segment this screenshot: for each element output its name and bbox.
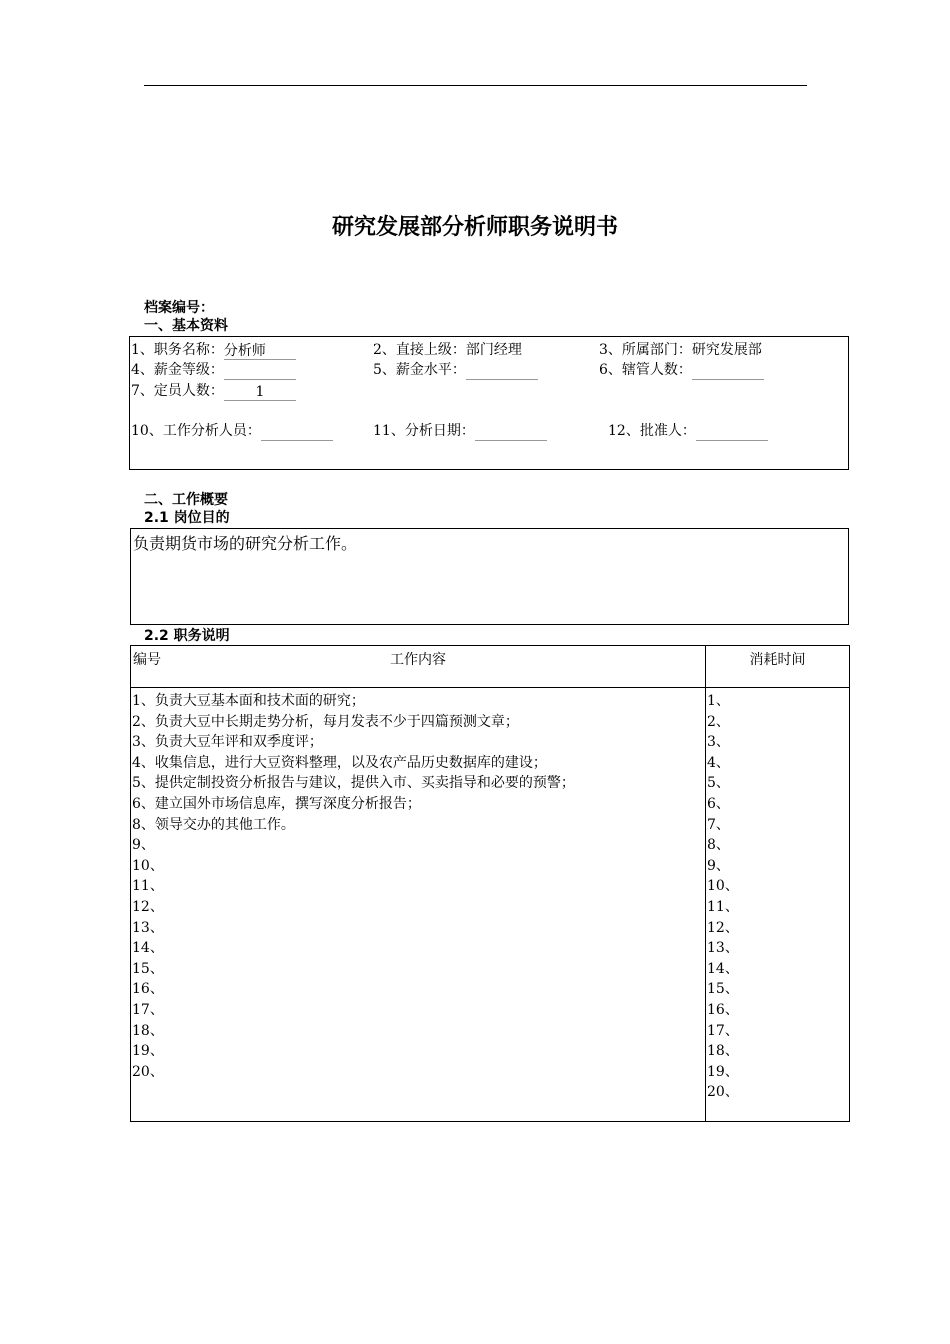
duty-item: 19、 — [132, 1043, 164, 1060]
analyst-field — [131, 421, 333, 441]
time-item: 1、 — [707, 693, 730, 709]
header-rule — [144, 85, 807, 86]
department-label: 3、所属部门： — [599, 342, 692, 358]
column-header-number: 编号 — [133, 652, 161, 668]
time-item: 6、 — [707, 795, 730, 812]
time-item: 14、 — [707, 960, 739, 977]
time-item: 13、 — [707, 940, 739, 957]
supervisor-label: 2、直接上级： — [373, 342, 466, 358]
time-item: 19、 — [707, 1063, 739, 1080]
duty-item: 14、 — [132, 940, 164, 957]
duty-item: 3、负责大豆年评和双季度评； — [132, 734, 323, 751]
supervisor-value: 部门经理 — [465, 342, 522, 358]
duty-item: 2、负责大豆中长期走势分析，每月发表不少于四篇预测文章； — [132, 713, 519, 730]
time-item: 20、 — [707, 1084, 739, 1101]
time-item: 9、 — [707, 857, 730, 874]
salary-level-field — [373, 360, 538, 380]
salary-grade-input[interactable] — [224, 361, 296, 380]
job-title-field — [131, 340, 296, 360]
department-field — [599, 340, 762, 360]
job-title-value[interactable]: 分析师 — [224, 341, 296, 360]
salary-level-input[interactable] — [466, 361, 538, 380]
salary-grade-label: 4、薪金等级： — [131, 362, 224, 378]
headcount-field — [131, 381, 296, 401]
duty-item: 10、 — [132, 857, 164, 874]
job-title-label: 1、职务名称： — [131, 342, 224, 358]
header-divider — [131, 687, 849, 688]
approver-input[interactable] — [696, 422, 768, 441]
content-list — [132, 691, 575, 1082]
duty-item: 20、 — [132, 1063, 164, 1080]
time-item: 15、 — [707, 981, 739, 998]
time-item: 10、 — [707, 878, 739, 895]
subordinates-field — [599, 360, 764, 380]
salary-grade-field — [131, 360, 296, 380]
analysis-date-input[interactable] — [475, 422, 547, 441]
archive-number-label: 档案编号： — [144, 300, 214, 316]
duties-heading: 2.2 职务说明 — [144, 628, 230, 644]
purpose-box — [130, 528, 849, 625]
duties-table — [130, 645, 850, 1122]
time-item: 18、 — [707, 1043, 739, 1060]
duty-item: 6、建立国外市场信息库，撰写深度分析报告； — [132, 795, 421, 812]
duty-item: 13、 — [132, 919, 164, 936]
approver-field — [608, 421, 768, 441]
approver-label: 12、批准人： — [608, 423, 696, 439]
duty-item: 1、负责大豆基本面和技术面的研究； — [132, 693, 365, 709]
time-item: 17、 — [707, 1022, 739, 1039]
time-item: 7、 — [707, 816, 730, 833]
duty-item: 12、 — [132, 898, 164, 915]
duty-item: 11、 — [132, 878, 164, 895]
subordinates-label: 6、辖管人数： — [599, 362, 692, 378]
time-item: 2、 — [707, 713, 730, 730]
time-item: 5、 — [707, 775, 730, 792]
headcount-value[interactable]: 1 — [224, 382, 296, 401]
duty-item: 16、 — [132, 981, 164, 998]
purpose-heading: 2.1 岗位目的 — [144, 510, 230, 526]
duty-item: 9、 — [132, 837, 155, 854]
analysis-date-field — [373, 421, 547, 441]
duty-item: 15、 — [132, 960, 164, 977]
duty-item: 8、领导交办的其他工作。 — [132, 816, 295, 833]
purpose-text: 负责期货市场的研究分析工作。 — [133, 534, 358, 553]
duty-item: 17、 — [132, 1001, 164, 1018]
analyst-label: 10、工作分析人员： — [131, 423, 261, 439]
duty-item: 18、 — [132, 1022, 164, 1039]
salary-level-label: 5、薪金水平： — [373, 362, 466, 378]
duty-item: 4、收集信息，进行大豆资料整理，以及农产品历史数据库的建设； — [132, 754, 547, 771]
headcount-label: 7、定员人数： — [131, 383, 224, 399]
time-item: 3、 — [707, 734, 730, 751]
basic-info-box — [129, 336, 849, 470]
section-work-summary-heading: 二、工作概要 — [144, 492, 228, 508]
supervisor-field — [373, 340, 522, 360]
time-list — [707, 691, 739, 1103]
time-item: 4、 — [707, 754, 730, 771]
analysis-date-label: 11、分析日期： — [373, 423, 475, 439]
time-item: 11、 — [707, 898, 739, 915]
page-title: 研究发展部分析师职务说明书 — [331, 215, 618, 240]
column-divider — [705, 646, 706, 1121]
duty-item: 5、提供定制投资分析报告与建议，提供入市、买卖指导和必要的预警； — [132, 775, 575, 792]
section-basic-info-heading: 一、基本资料 — [144, 318, 228, 334]
time-item: 12、 — [707, 919, 739, 936]
department-value: 研究发展部 — [691, 342, 762, 358]
analyst-input[interactable] — [261, 422, 333, 441]
subordinates-input[interactable] — [692, 361, 764, 380]
column-header-content: 工作内容 — [390, 652, 446, 668]
column-header-time: 消耗时间 — [749, 652, 806, 668]
time-item: 16、 — [707, 1001, 739, 1018]
time-item: 8、 — [707, 837, 730, 854]
